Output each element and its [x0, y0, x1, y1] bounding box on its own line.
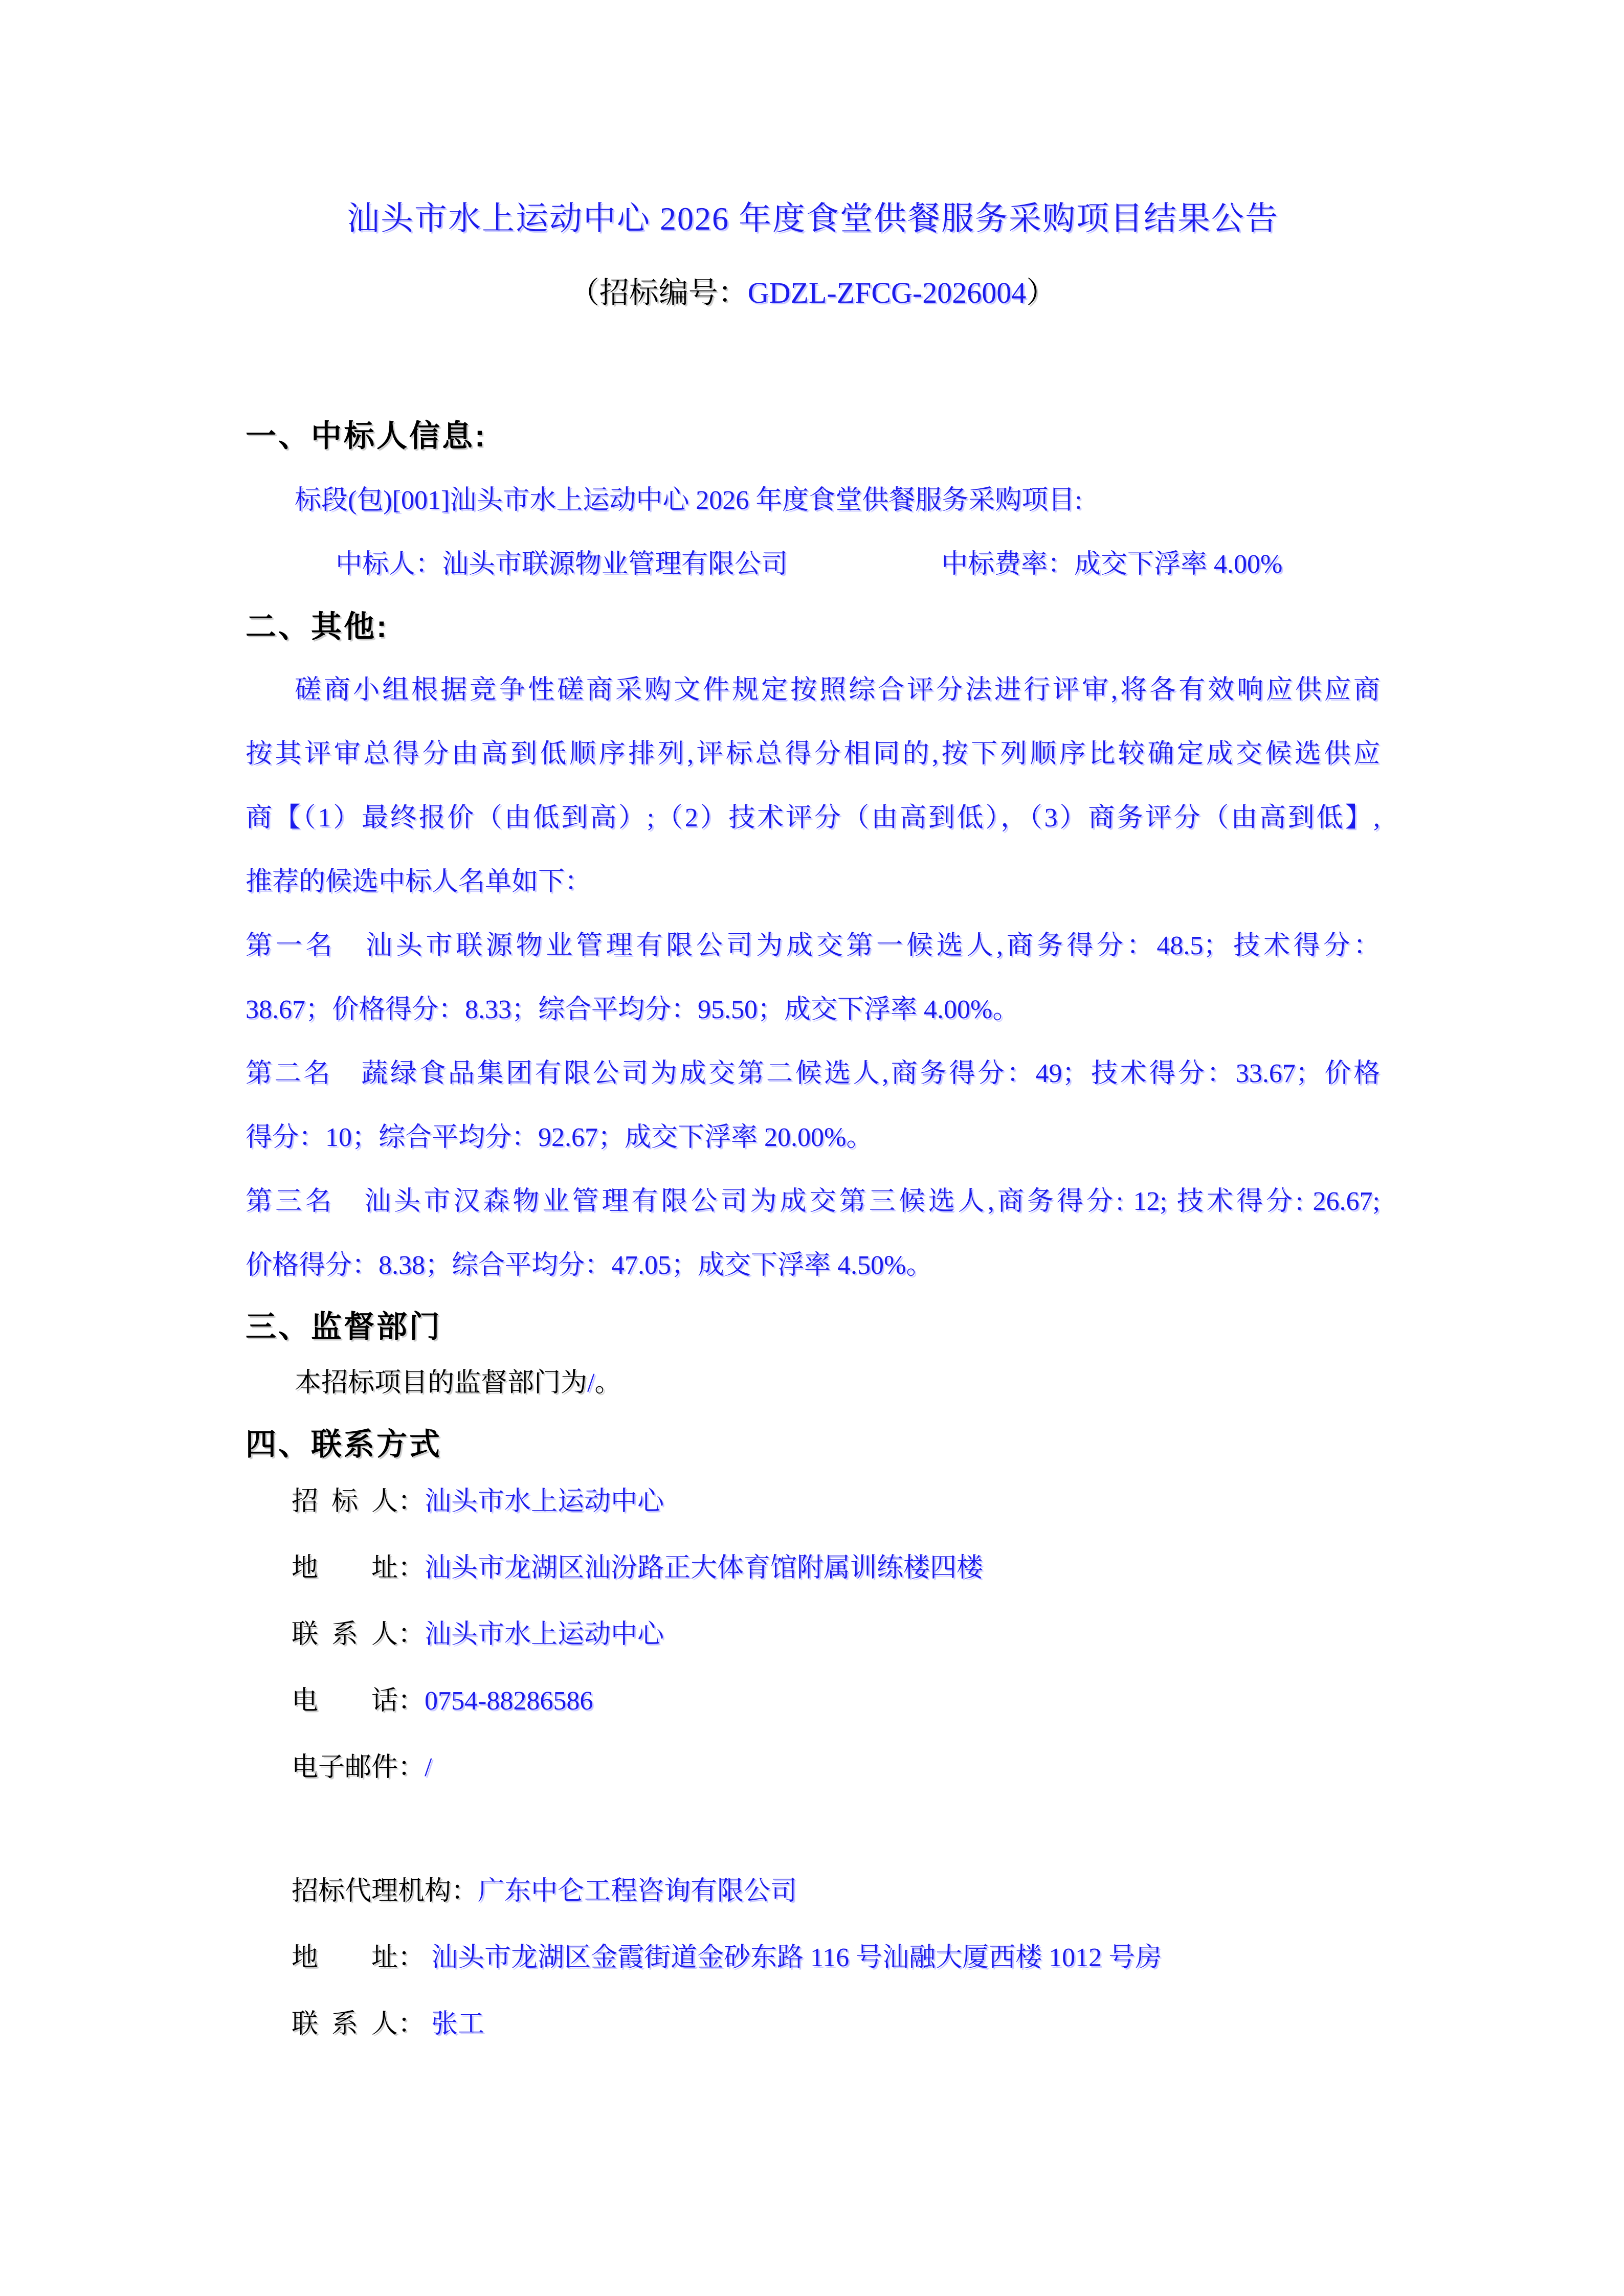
agency-label: 招标代理机构： — [292, 1877, 478, 1906]
other-paragraph-line: 推荐的候选中标人名单如下： — [246, 867, 592, 896]
winner-rate: 中标费率：成交下浮率 4.00% — [941, 550, 1283, 579]
candidate-second-line: 第二名 蔬绿食品集团有限公司为成交第二候选人,商务得分：49；技术得分：33.67；价格 — [246, 1059, 1380, 1088]
section-heading-contact: 四、联系方式 — [246, 1427, 442, 1461]
agency-address-label: 地 址： — [292, 1943, 425, 1972]
contact-row-tenderer — [246, 1469, 1380, 1535]
contact-row-agency-person — [246, 1991, 1380, 2058]
winner-name: 中标人：汕头市联源物业管理有限公司 — [336, 550, 788, 579]
phone-value: 0754-88286586 — [425, 1686, 593, 1716]
document-title: 汕头市水上运动中心 2026 年度食堂供餐服务采购项目结果公告 — [347, 200, 1279, 237]
agency-address-value: 汕头市龙湖区金霞街道金砂东路 116 号汕融大厦西楼 1012 号房 — [425, 1943, 1162, 1972]
winner-line — [246, 532, 1380, 596]
address-value: 汕头市龙湖区汕汾路正大体育馆附属训练楼四楼 — [425, 1554, 984, 1583]
tender-number-prefix: （招标编号： — [569, 276, 748, 309]
other-paragraph-line: 按其评审总得分由高到低顺序排列,评标总得分相同的,按下列顺序比较确定成交候选供应 — [246, 739, 1380, 769]
tenderer-value: 汕头市水上运动中心 — [425, 1487, 664, 1516]
other-paragraph — [246, 658, 1380, 1297]
agency-value: 广东中仑工程咨询有限公司 — [478, 1877, 797, 1906]
section-heading-supervision: 三、监督部门 — [246, 1310, 442, 1344]
phone-label: 电 话： — [292, 1686, 425, 1716]
candidate-third-line-cont: 价格得分：8.38；综合平均分：47.05；成交下浮率 4.50%。 — [246, 1251, 933, 1280]
other-paragraph-line: 磋商小组根据竞争性磋商采购文件规定按照综合评分法进行评审,将各有效响应供应商 — [295, 676, 1380, 705]
email-value: / — [425, 1753, 432, 1782]
supervision-line — [246, 1351, 1380, 1415]
agency-person-value: 张工 — [425, 2010, 485, 2039]
contact-row-address — [246, 1535, 1380, 1602]
tenderer-label: 招 标 人： — [292, 1487, 425, 1516]
tender-number-line — [246, 268, 1380, 317]
agency-person-label: 联 系 人： — [292, 2010, 425, 2039]
candidate-first-line-cont: 38.67；价格得分：8.33；综合平均分：95.50；成交下浮率 4.00%。 — [246, 995, 1019, 1024]
tender-number-suffix: ） — [1026, 276, 1056, 309]
contact-row-email — [246, 1735, 1380, 1801]
candidate-second-line-cont: 得分：10；综合平均分：92.67；成交下浮率 20.00%。 — [246, 1123, 873, 1152]
section-heading-winner-info: 一、中标人信息: — [246, 419, 487, 453]
supervision-period: 。 — [594, 1368, 621, 1398]
contact-row-person — [246, 1602, 1380, 1668]
supervision-value: / — [587, 1368, 595, 1398]
contact-row-agency — [246, 1858, 1380, 1925]
person-label: 联 系 人： — [292, 1620, 425, 1649]
candidate-third-line: 第三名 汕头市汉森物业管理有限公司为成交第三候选人,商务得分: 12; 技术得分: 26.67; — [246, 1187, 1380, 1216]
other-paragraph-line: 商【（1）最终报价（由低到高）;（2）技术评分（由高到低），（3）商务评分（由高到低】, — [246, 803, 1380, 832]
contact-row-phone — [246, 1668, 1380, 1735]
section-heading-other: 二、其他: — [246, 610, 389, 644]
candidate-first-line: 第一名 汕头市联源物业管理有限公司为成交第一候选人,商务得分：48.5；技术得分： — [246, 931, 1380, 960]
lot-line: 标段(包)[001]汕头市水上运动中心 2026 年度食堂供餐服务采购项目: — [295, 486, 1082, 515]
email-label: 电子邮件： — [292, 1753, 425, 1782]
supervision-text: 本招标项目的监督部门为 — [295, 1368, 588, 1398]
person-value: 汕头市水上运动中心 — [425, 1620, 664, 1649]
contact-row-agency-address — [246, 1925, 1380, 1991]
tender-number-code: GDZL-ZFCG-2026004 — [747, 276, 1027, 309]
address-label: 地 址： — [292, 1554, 425, 1583]
